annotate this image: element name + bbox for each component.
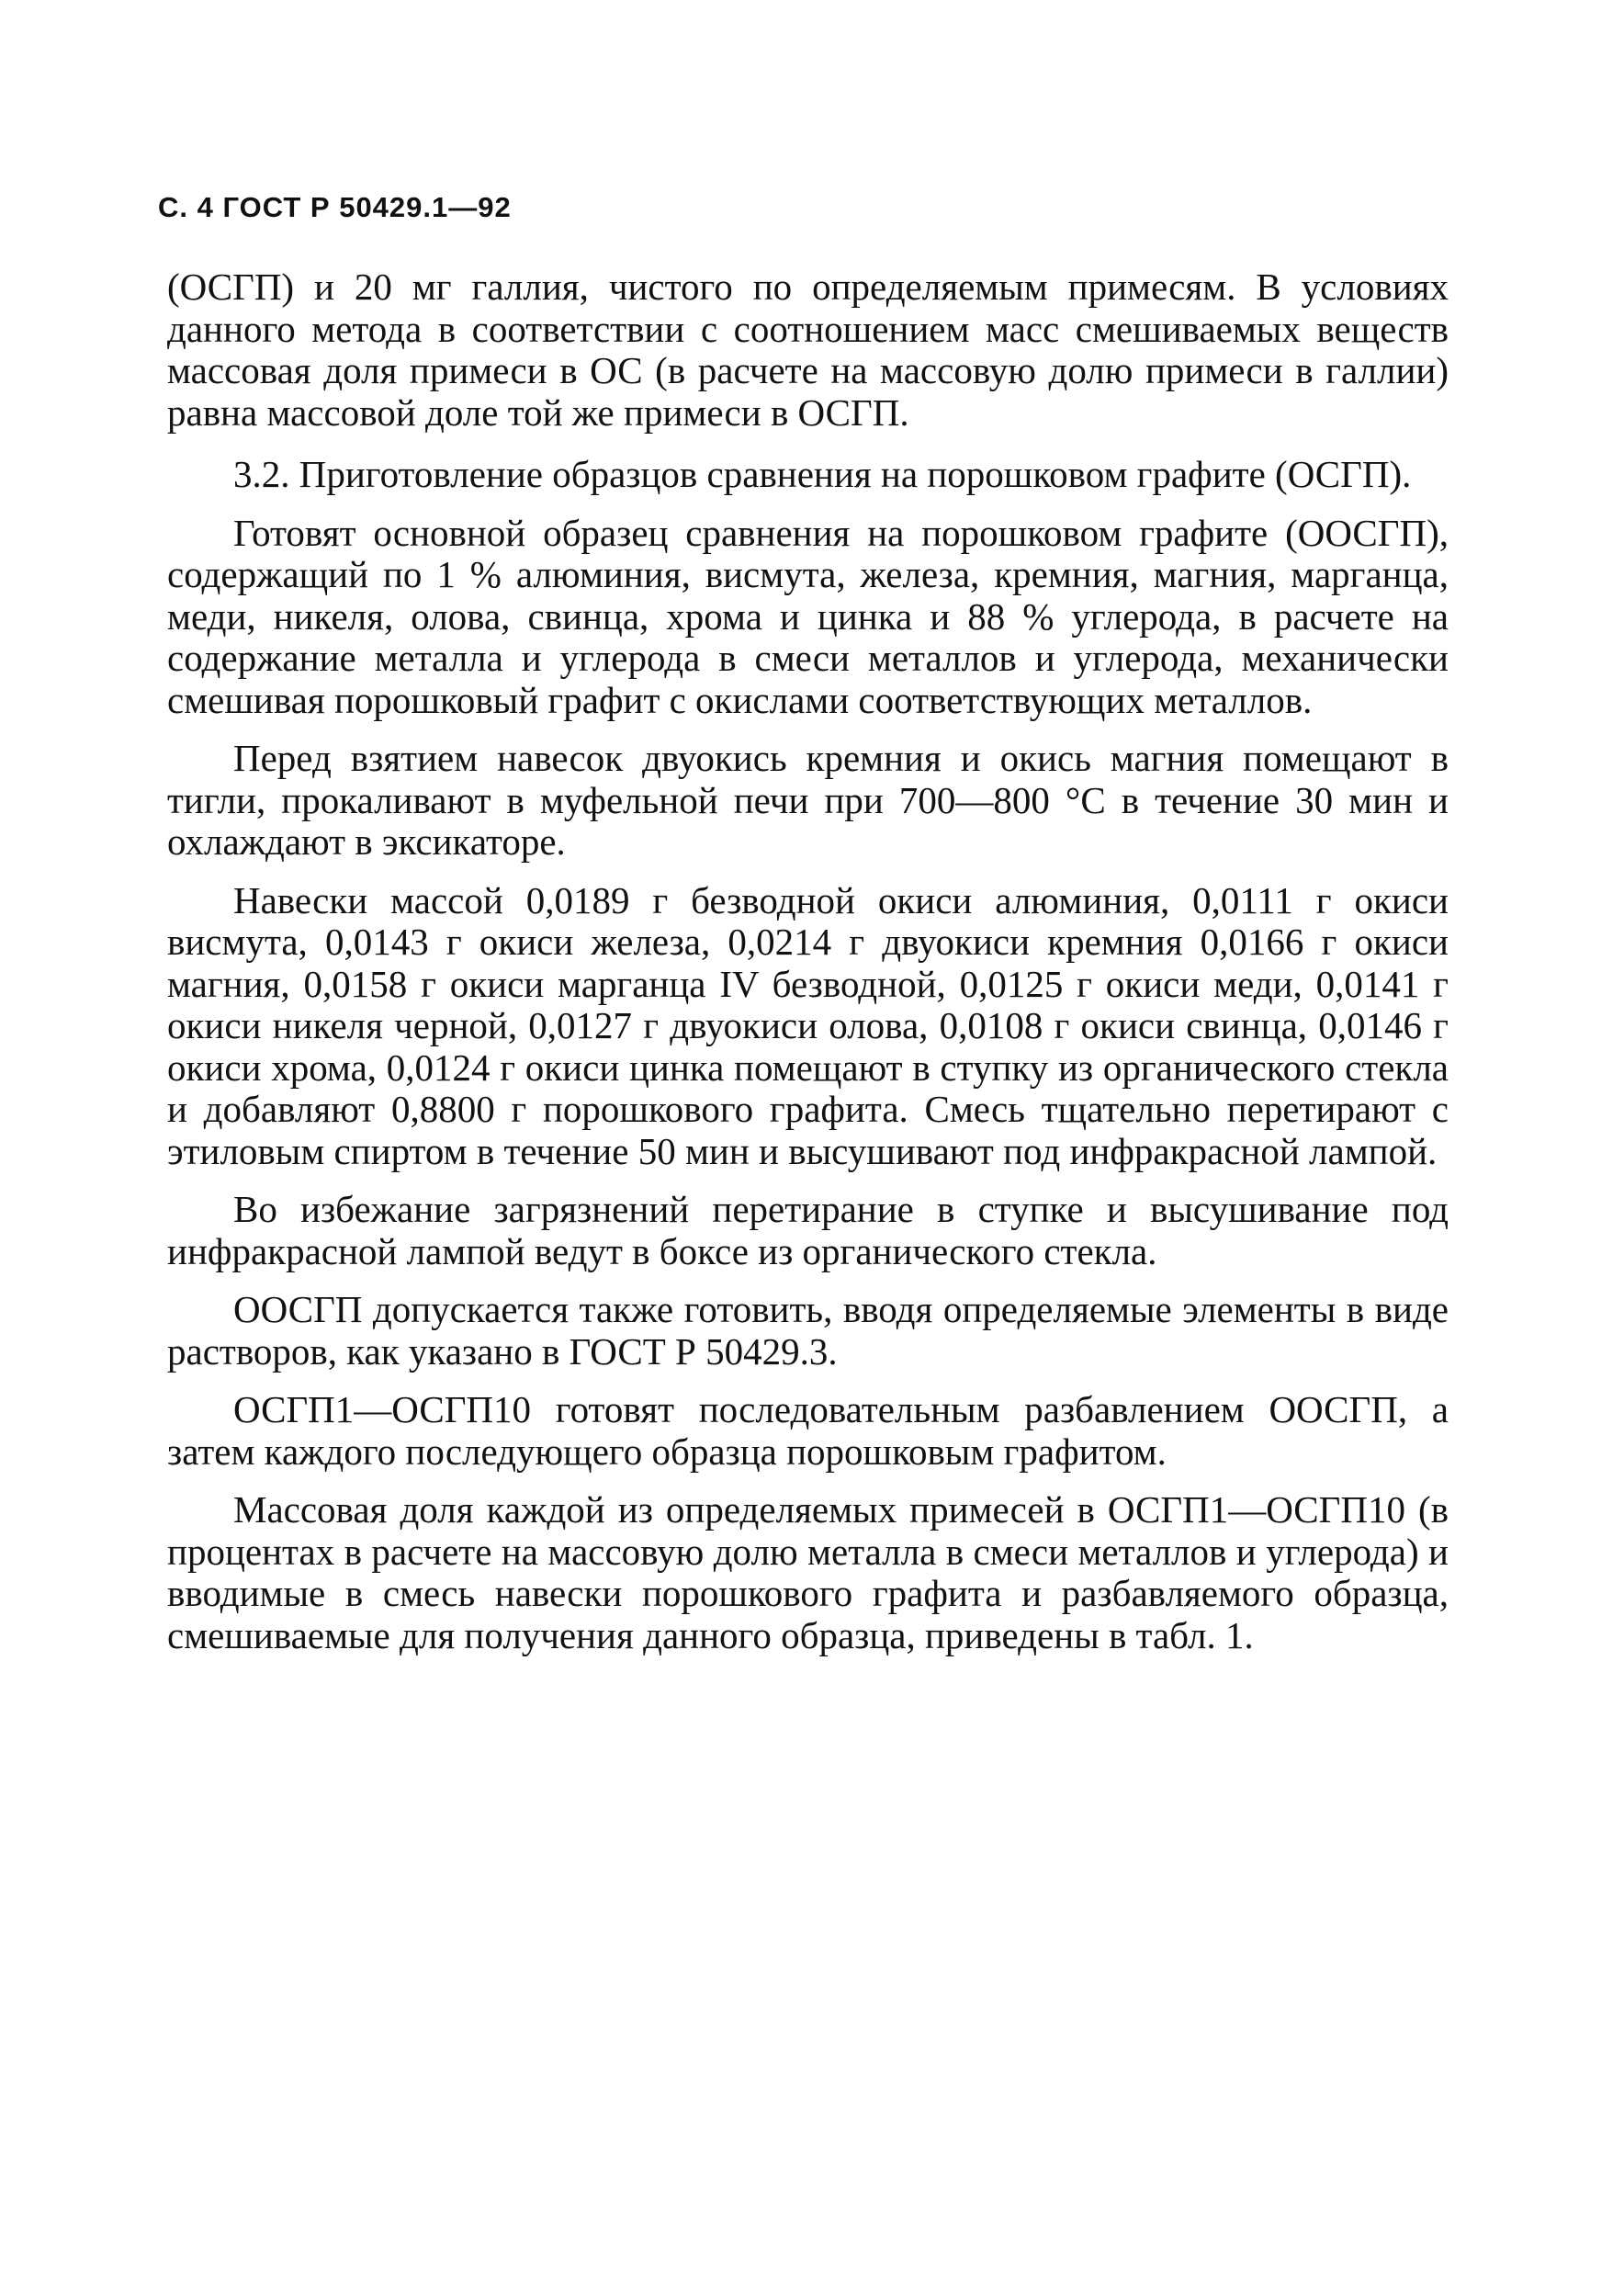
paragraph-continuation: (ОСГП) и 20 мг галлия, чистого по определяемым примесям. В условиях данного метода в соответствии с соотношением масс смешиваемых веществ массовая доля примеси в ОС (в расчете на массовую долю примеси в галлии) равна массовой доле той же примеси в ОСГП. bbox=[167, 266, 1449, 434]
paragraph-solutions: ООСГП допускается также готовить, вводя определяемые элементы в виде растворов, как указано в ГОСТ Р 50429.3. bbox=[167, 1288, 1449, 1373]
section-heading-3-2: 3.2. Приготовление образцов сравнения на порошковом графите (ОСГП). bbox=[233, 453, 1412, 495]
paragraph-calcination: Перед взятием навесок двуокись кремния и окись магния помещают в тигли, прокаливают в муфельной печи при 700—800 °С в течение 30 мин и охлаждают в эксикаторе. bbox=[167, 737, 1449, 863]
paragraph-contamination: Во избежание загрязнений перетирание в ступке и высушивание под инфракрасной лампой ведут в боксе из органического стекла. bbox=[167, 1188, 1449, 1272]
paragraph-dilution: ОСГП1—ОСГП10 готовят последовательным разбавлением ООСГП, а затем каждого последующего образца порошковым графитом. bbox=[167, 1388, 1449, 1473]
paragraph-mass-fraction: Массовая доля каждой из определяемых примесей в ОСГП1—ОСГП10 (в процентах в расчете на массовую долю металла в смеси металлов и углерода) и вводимые в смесь навески порошкового графита и разбавляемого образца, смешиваемые для получения данного образца, приведены в табл. 1. bbox=[167, 1488, 1449, 1656]
paragraph-main-sample: Готовят основной образец сравнения на порошковом графите (ООСГП), содержащий по 1 % алюминия, висмута, железа, кремния, магния, марганца, меди, никеля, олова, свинца, хрома и цинка и 88 % углерода, в расчете на содержание металла и углерода в смеси металлов и углерода, механически смешивая порошковый графит с окислами соответствующих металлов. bbox=[167, 511, 1449, 721]
body-text bbox=[167, 266, 1449, 1673]
paragraph-weighings: Навески массой 0,0189 г безводной окиси алюминия, 0,0111 г окиси висмута, 0,0143 г окиси железа, 0,0214 г двуокиси кремния 0,0166 г окиси магния, 0,0158 г окиси марганца IV безводной, 0,0125 г окиси меди, 0,0141 г окиси никеля черной, 0,0127 г двуокиси олова, 0,0108 г окиси свинца, 0,0146 г окиси хрома, 0,0124 г окиси цинка помещают в ступку из органического стекла и добавляют 0,8800 г порошкового графита. Смесь тщательно перетирают с этиловым спиртом в течение 50 мин и высушивают под инфракрасной лампой. bbox=[167, 878, 1449, 1172]
running-head: С. 4 ГОСТ Р 50429.1—92 bbox=[158, 191, 512, 223]
